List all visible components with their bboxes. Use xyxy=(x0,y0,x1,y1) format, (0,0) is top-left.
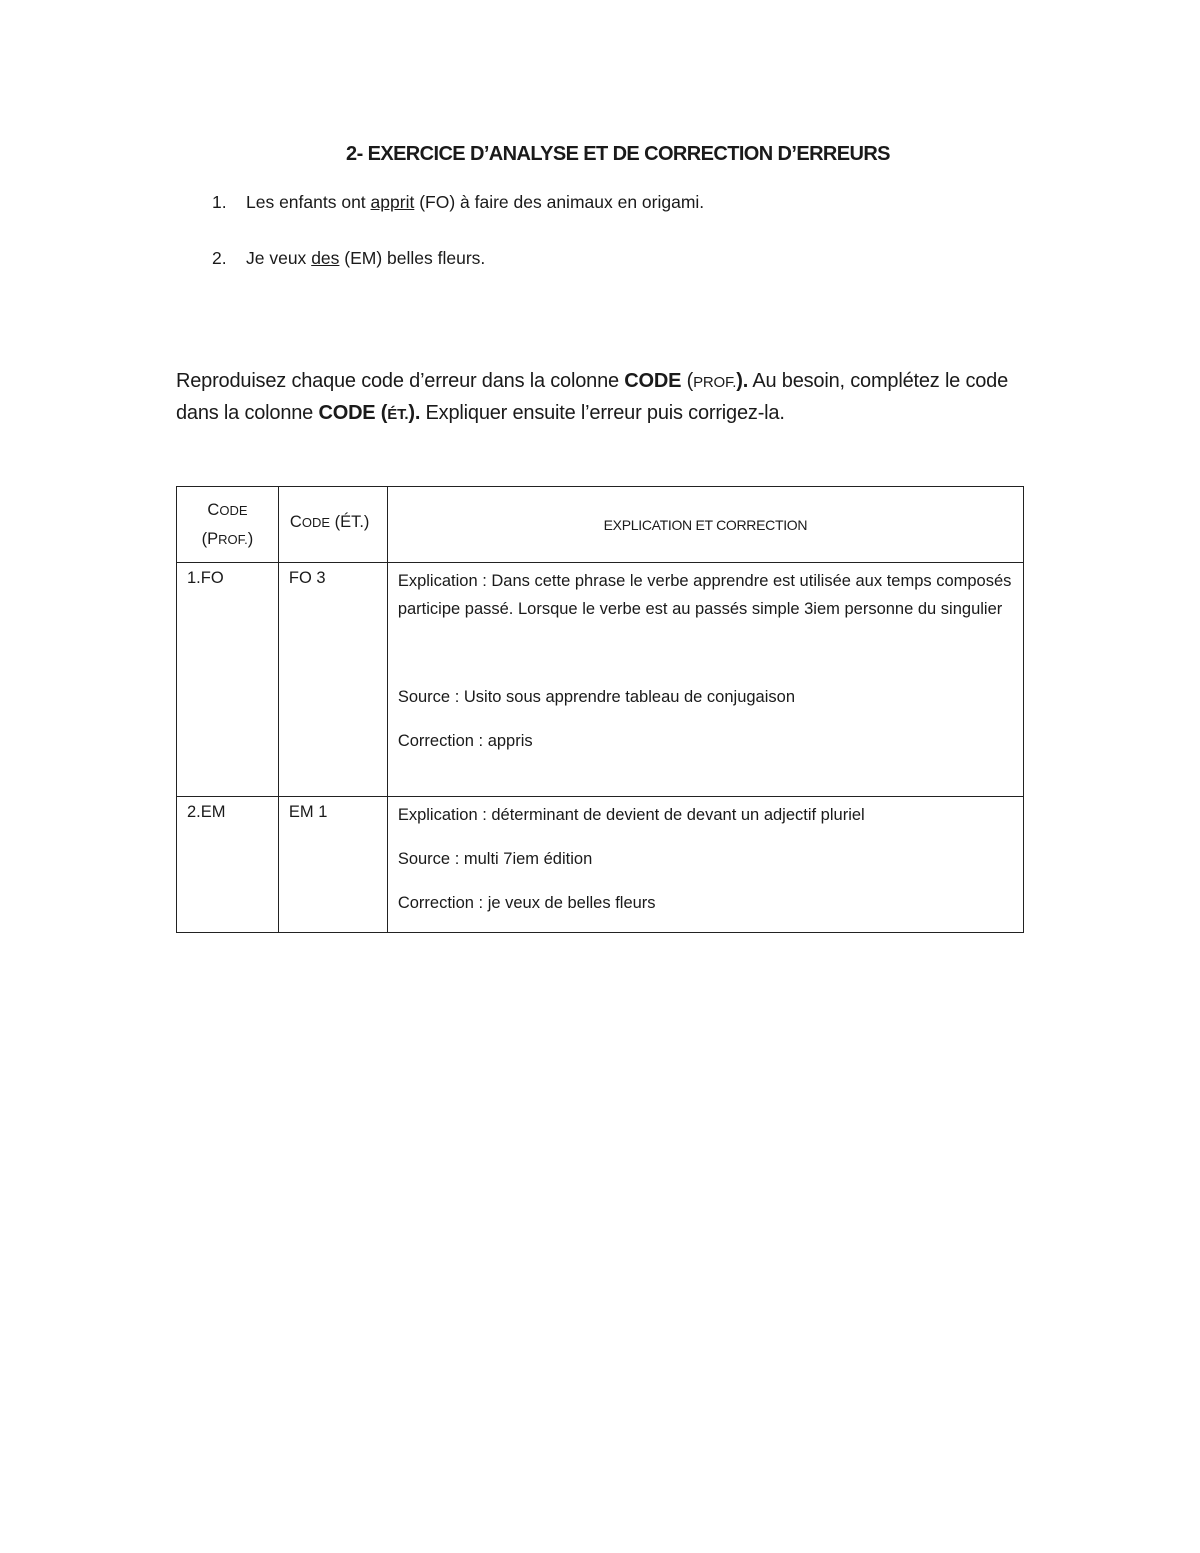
instructions-text: Au besoin, complétez le code dans la colonne xyxy=(176,370,1009,424)
instructions-text: ( xyxy=(375,402,388,424)
explanation-cell xyxy=(387,797,1023,933)
error-word: des xyxy=(311,248,340,268)
correction-text: Correction : appris xyxy=(397,732,533,750)
code-keyword: CODE xyxy=(624,370,682,392)
source-text: Source : multi 7iem édition xyxy=(397,850,593,868)
correction-text: Correction : je veux de belles fleurs xyxy=(397,894,656,912)
header-text: ) xyxy=(247,529,254,548)
page-title: 2- EXERCICE D’ANALYSE ET DE CORRECTION D’ERREURS xyxy=(346,143,890,165)
prof-label: PROF. xyxy=(693,374,737,391)
header-explication: EXPLICATION ET CORRECTION xyxy=(387,487,1023,563)
header-text: ODE xyxy=(219,502,248,518)
exercise-sentence-2 xyxy=(212,248,485,269)
header-code-et xyxy=(278,485,387,561)
header-text: C xyxy=(289,513,302,531)
header-text: P xyxy=(207,529,219,548)
header-text: ODE xyxy=(301,515,331,530)
explication-text: Explication : Dans cette phrase le verbe apprendre est utilisée aux temps composés participe passé. Lorsque le verbe est au passés simple 3iem personne du singulier xyxy=(397,572,1012,618)
sentence-text-before: Les enfants ont xyxy=(246,192,371,212)
sentence-text-after: (EM) belles fleurs. xyxy=(339,248,486,268)
sentence-text-after: (FO) à faire des animaux en origami. xyxy=(414,192,705,212)
header-text: (ÉT.) xyxy=(330,513,370,531)
code-prof-cell: 2.EM xyxy=(177,797,279,933)
code-prof-cell: 1.FO xyxy=(177,563,279,797)
instructions-paragraph xyxy=(176,366,1036,430)
instructions-text: ( xyxy=(681,370,694,392)
table-row xyxy=(177,563,1024,797)
et-label: ÉT. xyxy=(387,406,409,423)
table-row xyxy=(177,797,1024,933)
explanation-cell xyxy=(387,563,1023,797)
exercise-sentence-1 xyxy=(212,192,704,213)
header-text: ( xyxy=(201,529,208,548)
code-et-cell: EM 1 xyxy=(278,797,387,933)
source-text: Source : Usito sous apprendre tableau de conjugaison xyxy=(397,688,796,706)
sentence-number: 2. xyxy=(212,248,227,268)
code-et-cell: FO 3 xyxy=(278,563,387,797)
correction-table xyxy=(176,486,1024,933)
explication-text: Explication : déterminant de devient de devant un adjectif pluriel xyxy=(397,806,865,824)
header-text: ROF. xyxy=(218,531,248,547)
header-text: C xyxy=(207,500,220,519)
table-header-row xyxy=(177,487,1024,563)
header-code-prof xyxy=(177,487,279,563)
instructions-text: ). xyxy=(736,370,749,392)
instructions-text: Expliquer ensuite l’erreur puis corrigez-la. xyxy=(420,402,785,424)
instructions-text: ). xyxy=(408,402,421,424)
sentence-text-before: Je veux xyxy=(246,248,312,268)
sentence-number: 1. xyxy=(212,192,227,212)
error-word: apprit xyxy=(370,192,415,212)
instructions-text: Reproduisez chaque code d’erreur dans la colonne xyxy=(176,370,625,392)
code-keyword: CODE xyxy=(318,402,376,424)
